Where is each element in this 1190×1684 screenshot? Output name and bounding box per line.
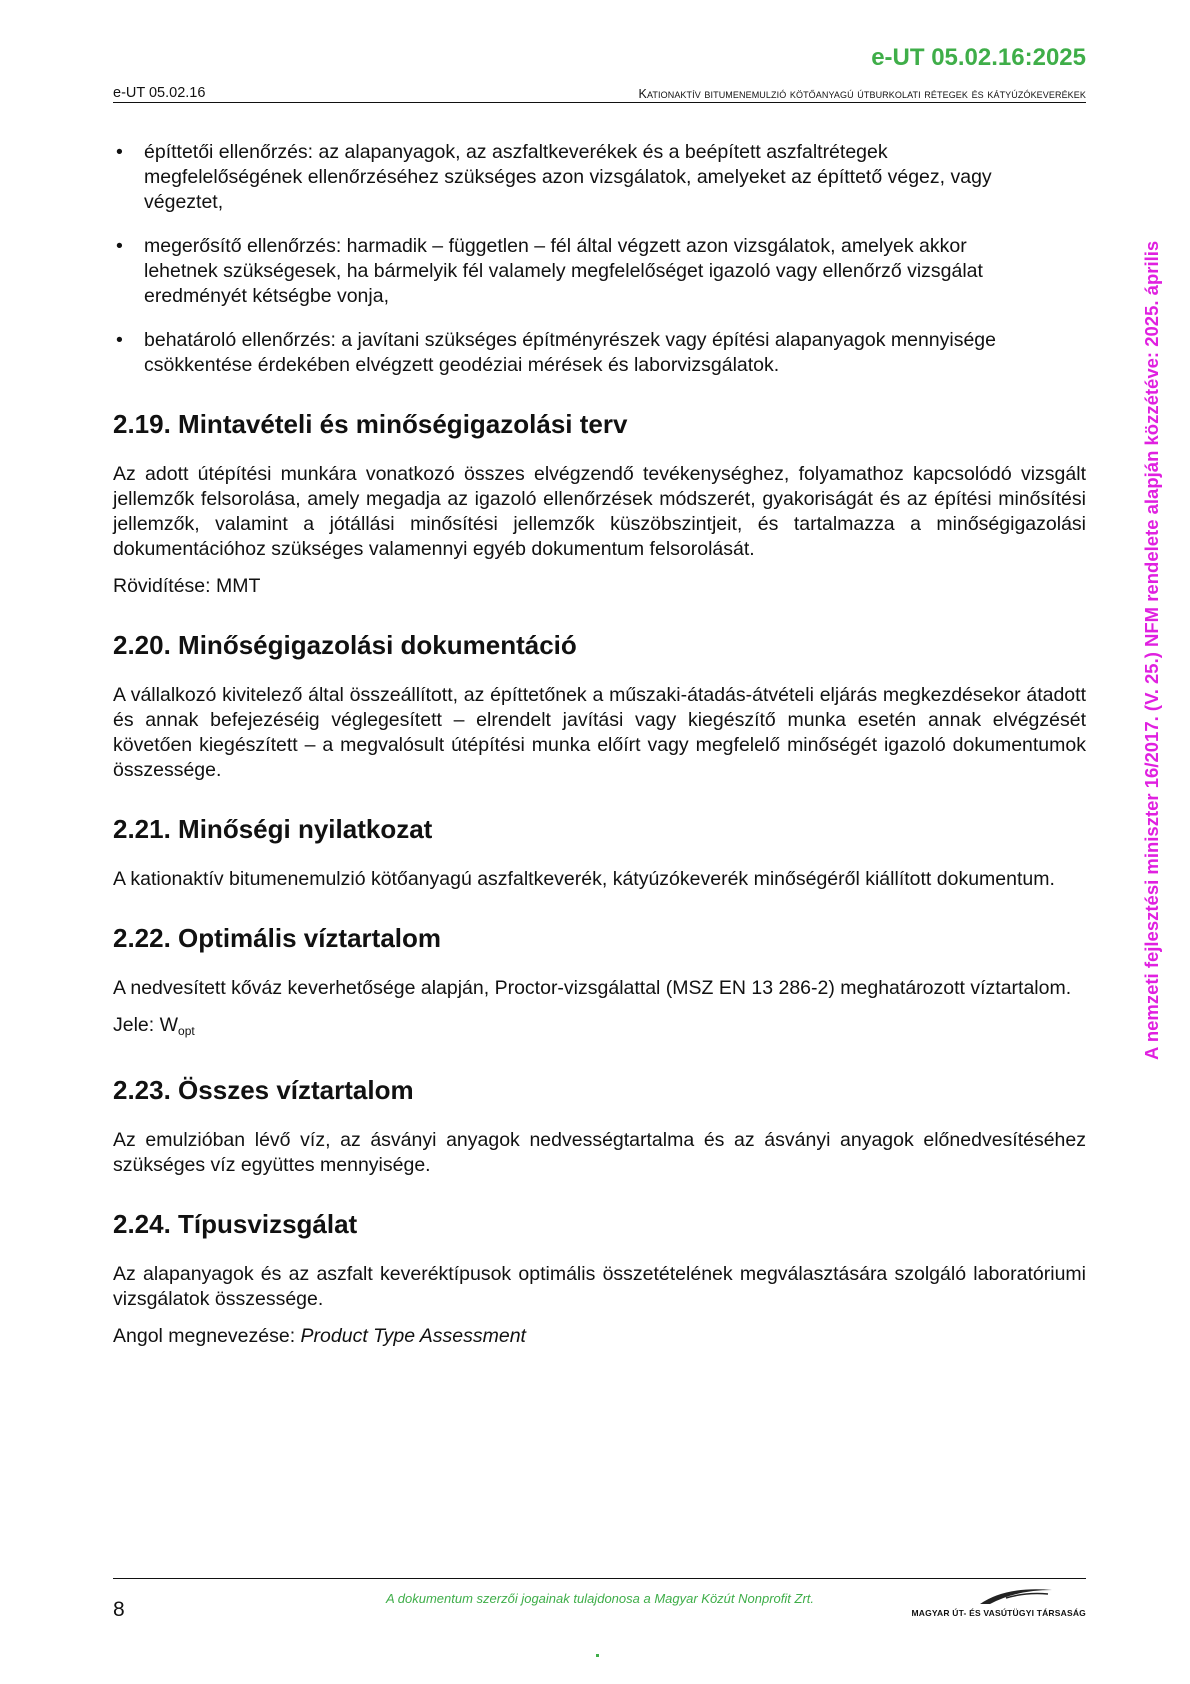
bullet-icon: •: [116, 329, 123, 351]
list-item-text: építtetői ellenőrzés: az alapanyagok, az aszfaltkeverékek és a beépített aszfaltrétegek megfelelőségének ellenőrzéséhez szükséges azon vizsgálatok, amelyeket az építtető végez, vagy végeztet,: [144, 141, 992, 213]
logo-text: MAGYAR ÚT- ÉS VASÚTÜGYI TÁRSASÁG: [911, 1608, 1086, 1618]
section-heading-2-24: 2.24. Típusvizsgálat: [113, 1209, 358, 1239]
decorative-dot: [596, 1654, 599, 1657]
bullet-icon: •: [116, 141, 123, 163]
society-logo: [911, 1584, 1086, 1618]
section-heading-2-23: 2.23. Összes víztartalom: [113, 1075, 414, 1105]
list-item: [113, 328, 1004, 378]
symbol-subscript: opt: [178, 1024, 195, 1038]
list-item-text: behatároló ellenőrzés: a javítani szükséges építményrészek vagy építési alapanyagok mennyisége csökkentése érdekében elvégzett geodéziai mérések és laborvizsgálatok.: [144, 329, 997, 376]
document-code: e-UT 05.02.16:2025: [871, 44, 1086, 71]
symbol-label: Jele: W: [113, 1014, 179, 1036]
english-name-line: [113, 1324, 1086, 1349]
list-item: [113, 234, 1004, 309]
header-document-title: Kationaktív bitumenemulzió kötőanyagú útburkolati rétegek és kátyúzókeverékek: [638, 87, 1086, 101]
footer-copyright: A dokumentum szerzői jogainak tulajdonosa a Magyar Közút Nonprofit Zrt.: [385, 1591, 814, 1606]
section-body-2-24: Az alapanyagok és az aszfalt keveréktípusok optimális összetételének megválasztására szolgáló laboratóriumi vizsgálatok összessége.: [113, 1263, 1086, 1310]
section-body-2-23: Az emulzióban lévő víz, az ásványi anyagok nedvességtartalma és az ásványi anyagok előnedvesítéséhez szükséges víz együttes mennyisége.: [113, 1129, 1086, 1176]
abbreviation-line: Rövidítése: MMT: [113, 575, 261, 597]
section-body-2-20: A vállalkozó kivitelező által összeállított, az építtetőnek a műszaki-átadás-átvételi eljárás megkezdésekor átadott és annak befejezéséig véglegesített – elrendelt javítási vagy kiegészítő munka esetén annak elvégzését követően kiegészített – a megvalósult útépítési munka előírt vagy megfelelő minőségét igazoló dokumentumok összessége.: [113, 684, 1086, 781]
section-heading-2-22: 2.22. Optimális víztartalom: [113, 923, 442, 953]
publication-side-note: A nemzeti fejlesztési miniszter 16/2017. (V. 25.) NFM rendelete alapján közzétéve: 2025. április: [1141, 240, 1162, 1060]
footer-divider: [113, 1578, 1086, 1579]
header-divider: [113, 102, 1086, 103]
section-heading-2-19: 2.19. Mintavételi és minőségigazolási terv: [113, 409, 628, 439]
section-body-2-19: Az adott útépítési munkára vonatkozó összes elvégzendő tevékenységhez, folyamathoz kapcsolódó vizsgált jellemzők felsorolása, amely megadja az igazoló ellenőrzések módszerét, gyakoriságát és az építési minősítési jellemzők, valamint a jótállási minősítési jellemzők küszöbszintjeit, és tartalmazza a minőségigazolási dokumentációhoz szükséges valamennyi egyéb dokumentum felsorolását.: [113, 463, 1086, 560]
page-content: [113, 140, 1086, 1361]
list-item-text: megerősítő ellenőrzés: harmadik – független – fél által végzett azon vizsgálatok, amelyek akkor lehetnek szükségesek, ha bármelyik fél valamely megfelelőséget igazoló vagy ellenőrző vizsgálat eredményét kétségbe vonja,: [144, 235, 983, 307]
section-body-2-22: A nedvesített kőváz keverhetősége alapján, Proctor-vizsgálattal (MSZ EN 13 286-2) meghatározott víztartalom.: [113, 977, 1072, 999]
english-name-label: Angol megnevezése:: [113, 1325, 296, 1347]
logo-swoosh-icon: [976, 1584, 1056, 1606]
definition-bullet-list: [113, 140, 1086, 378]
section-body-2-21: A kationaktív bitumenemulzió kötőanyagú aszfaltkeverék, kátyúzókeverék minőségéről kiállított dokumentum.: [113, 868, 1055, 890]
section-heading-2-20: 2.20. Minőségigazolási dokumentáció: [113, 630, 577, 660]
english-name-value: Product Type Assessment: [300, 1325, 526, 1347]
bullet-icon: •: [116, 235, 123, 257]
page-number: 8: [113, 1598, 125, 1621]
symbol-line: [113, 1013, 1086, 1044]
header-standard-id: e-UT 05.02.16: [113, 85, 206, 101]
list-item: [113, 140, 1004, 215]
section-heading-2-21: 2.21. Minőségi nyilatkozat: [113, 814, 433, 844]
